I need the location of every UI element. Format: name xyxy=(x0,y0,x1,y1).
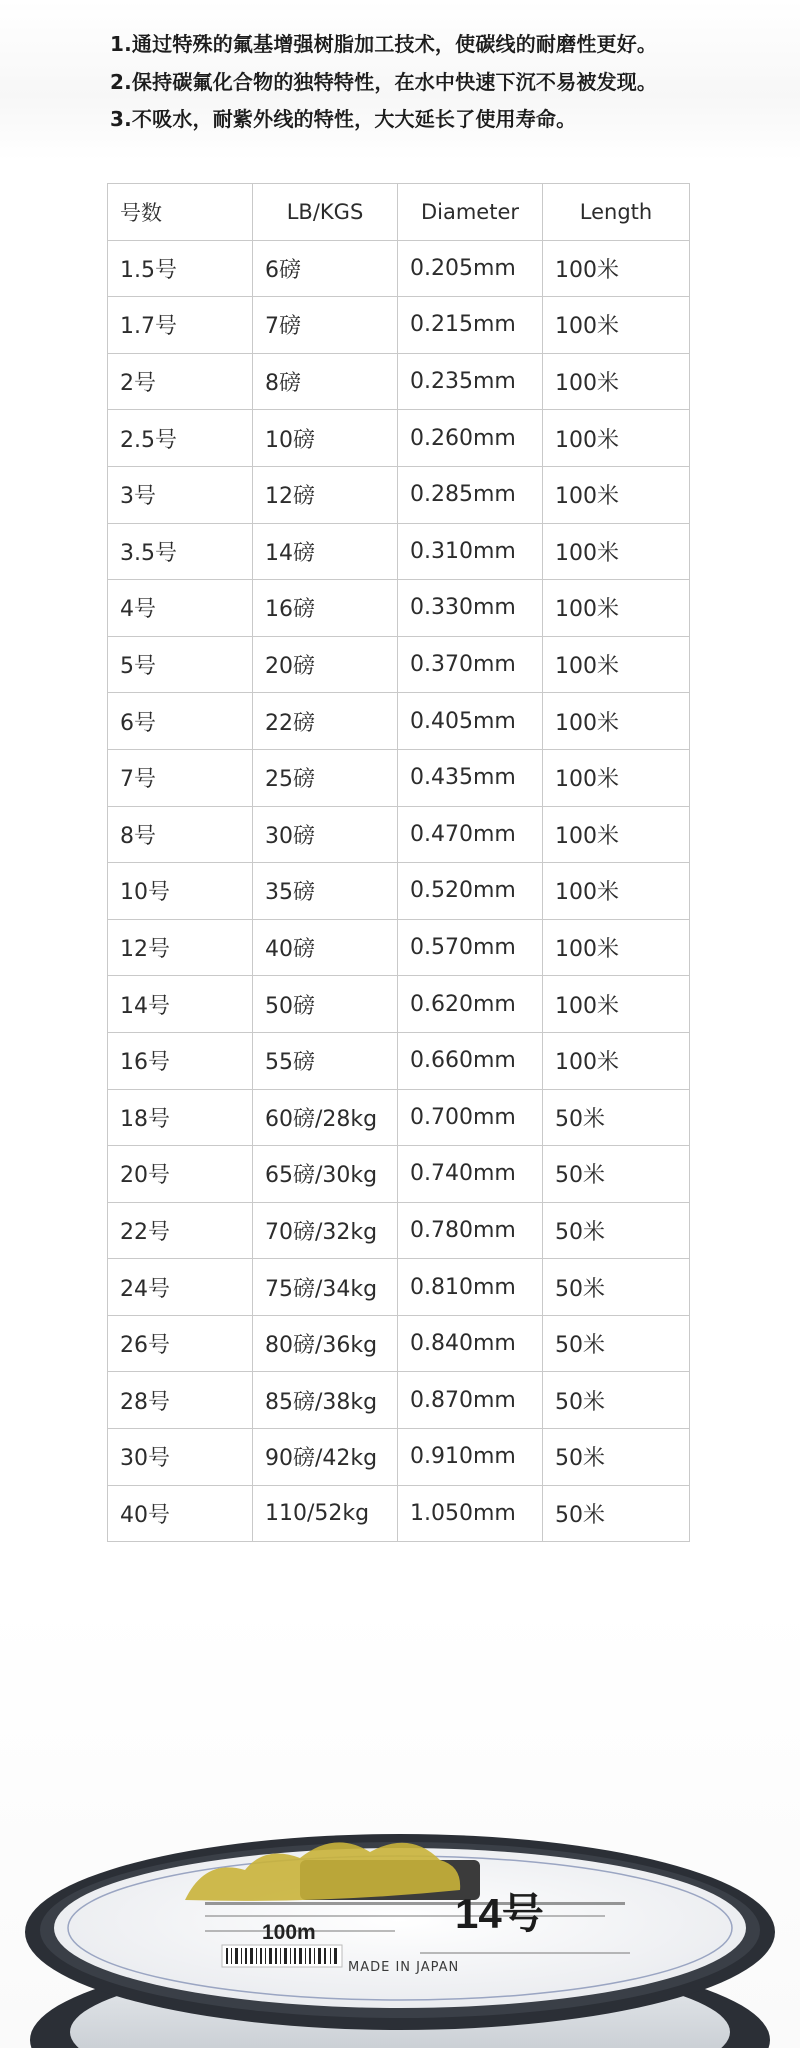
cell-strength: 65磅/30kg xyxy=(253,1146,398,1203)
cell-size: 12号 xyxy=(108,919,253,976)
table-row xyxy=(108,976,690,1033)
cell-size: 2.5号 xyxy=(108,410,253,467)
table-row xyxy=(108,580,690,637)
cell-strength: 70磅/32kg xyxy=(253,1202,398,1259)
spool-length-label: 100m xyxy=(262,1921,316,1944)
header-diameter: Diameter xyxy=(398,184,543,241)
cell-length: 100米 xyxy=(543,863,690,920)
cell-length: 100米 xyxy=(543,919,690,976)
table-row xyxy=(108,1202,690,1259)
cell-size: 4号 xyxy=(108,580,253,637)
table-body xyxy=(108,240,690,1542)
cell-diameter: 0.700mm xyxy=(398,1089,543,1146)
cell-size: 3号 xyxy=(108,466,253,523)
cell-size: 28号 xyxy=(108,1372,253,1429)
cell-diameter: 0.435mm xyxy=(398,749,543,806)
table-row xyxy=(108,240,690,297)
cell-length: 100米 xyxy=(543,240,690,297)
table-row xyxy=(108,1146,690,1203)
cell-size: 2号 xyxy=(108,353,253,410)
cell-strength: 12磅 xyxy=(253,466,398,523)
table-row xyxy=(108,410,690,467)
cell-size: 1.7号 xyxy=(108,297,253,354)
cell-size: 7号 xyxy=(108,749,253,806)
cell-diameter: 0.310mm xyxy=(398,523,543,580)
cell-length: 100米 xyxy=(543,1032,690,1089)
cell-strength: 90磅/42kg xyxy=(253,1429,398,1486)
cell-diameter: 0.520mm xyxy=(398,863,543,920)
spool-origin-label: MADE IN JAPAN xyxy=(348,1960,460,1975)
cell-length: 100米 xyxy=(543,636,690,693)
cell-size: 3.5号 xyxy=(108,523,253,580)
cell-size: 5号 xyxy=(108,636,253,693)
cell-size: 1.5号 xyxy=(108,240,253,297)
cell-strength: 10磅 xyxy=(253,410,398,467)
cell-length: 100米 xyxy=(543,749,690,806)
cell-diameter: 0.370mm xyxy=(398,636,543,693)
cell-strength: 14磅 xyxy=(253,523,398,580)
table-row xyxy=(108,636,690,693)
cell-length: 100米 xyxy=(543,523,690,580)
cell-length: 50米 xyxy=(543,1485,690,1542)
cell-diameter: 0.285mm xyxy=(398,466,543,523)
cell-strength: 50磅 xyxy=(253,976,398,1033)
cell-size: 20号 xyxy=(108,1146,253,1203)
features-section xyxy=(0,0,800,160)
cell-size: 8号 xyxy=(108,806,253,863)
table-row xyxy=(108,1315,690,1372)
cell-length: 100米 xyxy=(543,693,690,750)
cell-size: 16号 xyxy=(108,1032,253,1089)
cell-length: 100米 xyxy=(543,580,690,637)
cell-strength: 16磅 xyxy=(253,580,398,637)
cell-size: 22号 xyxy=(108,1202,253,1259)
table-row xyxy=(108,1089,690,1146)
cell-size: 6号 xyxy=(108,693,253,750)
spool-size-label: 14号 xyxy=(455,1890,544,1937)
cell-length: 100米 xyxy=(543,976,690,1033)
cell-length: 50米 xyxy=(543,1259,690,1316)
cell-strength: 6磅 xyxy=(253,240,398,297)
table-row xyxy=(108,353,690,410)
spec-table xyxy=(107,183,690,1542)
cell-length: 100米 xyxy=(543,466,690,523)
cell-diameter: 0.910mm xyxy=(398,1429,543,1486)
cell-diameter: 0.840mm xyxy=(398,1315,543,1372)
cell-length: 50米 xyxy=(543,1146,690,1203)
cell-strength: 85磅/38kg xyxy=(253,1372,398,1429)
table-row xyxy=(108,863,690,920)
cell-strength: 40磅 xyxy=(253,919,398,976)
table-row xyxy=(108,806,690,863)
cell-diameter: 0.570mm xyxy=(398,919,543,976)
cell-strength: 75磅/34kg xyxy=(253,1259,398,1316)
cell-diameter: 0.330mm xyxy=(398,580,543,637)
spool-photo xyxy=(0,1600,800,2048)
cell-diameter: 0.260mm xyxy=(398,410,543,467)
cell-diameter: 0.620mm xyxy=(398,976,543,1033)
cell-diameter: 0.810mm xyxy=(398,1259,543,1316)
cell-length: 100米 xyxy=(543,297,690,354)
cell-strength: 8磅 xyxy=(253,353,398,410)
cell-size: 10号 xyxy=(108,863,253,920)
cell-length: 100米 xyxy=(543,353,690,410)
barcode-icon xyxy=(222,1945,342,1967)
cell-diameter: 1.050mm xyxy=(398,1485,543,1542)
table-row xyxy=(108,523,690,580)
cell-size: 18号 xyxy=(108,1089,253,1146)
table-row xyxy=(108,1429,690,1486)
cell-length: 100米 xyxy=(543,410,690,467)
cell-diameter: 0.870mm xyxy=(398,1372,543,1429)
cell-strength: 110/52kg xyxy=(253,1485,398,1542)
cell-diameter: 0.235mm xyxy=(398,353,543,410)
cell-size: 14号 xyxy=(108,976,253,1033)
table-row xyxy=(108,1032,690,1089)
cell-diameter: 0.780mm xyxy=(398,1202,543,1259)
table-row xyxy=(108,1485,690,1542)
cell-strength: 22磅 xyxy=(253,693,398,750)
cell-length: 50米 xyxy=(543,1315,690,1372)
feature-line-1: 1.通过特殊的氟基增强树脂加工技术，使碳线的耐磨性更好。 xyxy=(110,32,658,56)
cell-size: 40号 xyxy=(108,1485,253,1542)
cell-strength: 60磅/28kg xyxy=(253,1089,398,1146)
cell-strength: 20磅 xyxy=(253,636,398,693)
table-header-row xyxy=(108,184,690,241)
table-row xyxy=(108,693,690,750)
feature-line-3: 3.不吸水，耐紫外线的特性，大大延长了使用寿命。 xyxy=(110,107,577,131)
cell-diameter: 0.405mm xyxy=(398,693,543,750)
cell-strength: 25磅 xyxy=(253,749,398,806)
feature-line-2: 2.保持碳氟化合物的独特特性，在水中快速下沉不易被发现。 xyxy=(110,70,658,94)
cell-strength: 80磅/36kg xyxy=(253,1315,398,1372)
cell-strength: 30磅 xyxy=(253,806,398,863)
cell-diameter: 0.660mm xyxy=(398,1032,543,1089)
header-length: Length xyxy=(543,184,690,241)
table-row xyxy=(108,1259,690,1316)
cell-length: 50米 xyxy=(543,1372,690,1429)
cell-length: 50米 xyxy=(543,1429,690,1486)
cell-size: 30号 xyxy=(108,1429,253,1486)
table-row xyxy=(108,919,690,976)
cell-length: 50米 xyxy=(543,1202,690,1259)
cell-strength: 55磅 xyxy=(253,1032,398,1089)
cell-diameter: 0.470mm xyxy=(398,806,543,863)
cell-length: 50米 xyxy=(543,1089,690,1146)
cell-size: 26号 xyxy=(108,1315,253,1372)
table-row xyxy=(108,749,690,806)
cell-strength: 35磅 xyxy=(253,863,398,920)
cell-size: 24号 xyxy=(108,1259,253,1316)
cell-diameter: 0.740mm xyxy=(398,1146,543,1203)
table-row xyxy=(108,297,690,354)
header-size: 号数 xyxy=(108,184,253,241)
spool-illustration xyxy=(0,1600,800,2048)
cell-strength: 7磅 xyxy=(253,297,398,354)
cell-diameter: 0.215mm xyxy=(398,297,543,354)
cell-diameter: 0.205mm xyxy=(398,240,543,297)
table-row xyxy=(108,1372,690,1429)
cell-length: 100米 xyxy=(543,806,690,863)
table-row xyxy=(108,466,690,523)
header-strength: LB/KGS xyxy=(253,184,398,241)
